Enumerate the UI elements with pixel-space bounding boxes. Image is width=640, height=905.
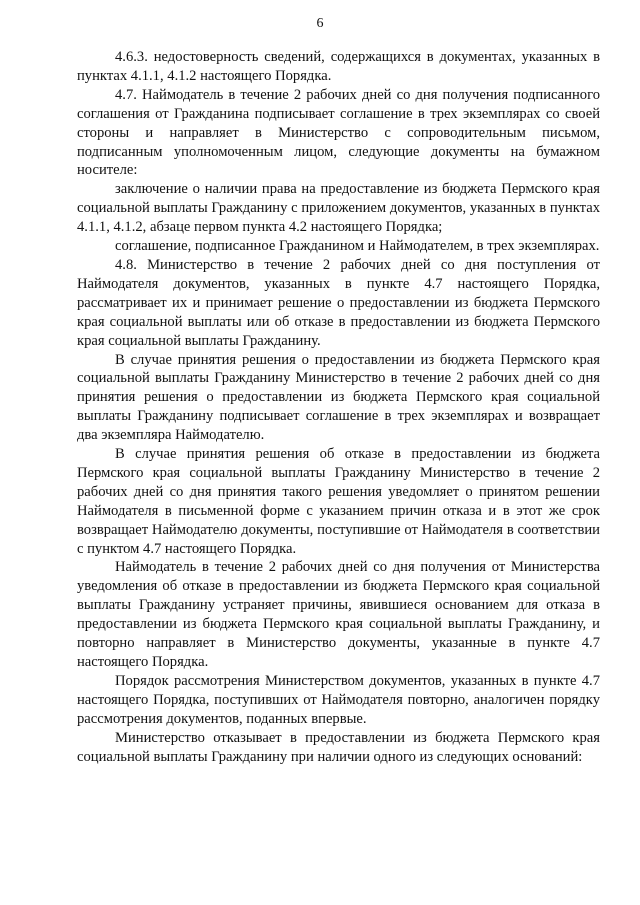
paragraph-resubmission: Наймодатель в течение 2 рабочих дней со дня получения от Министерства уведомления об отказе в предоставлении из бюджета Пермского края социальной выплаты Гражданину устраняет причины, явившиеся основанием для отказа в предоставлении из бюджета Пермского края социальной выплаты Гражданину, и повторно направляет в Министерство документы, указанные в пункте 4.7 настоящего Порядка.	[77, 559, 600, 670]
paragraph-refusal-grounds: Министерство отказывает в предоставлении из бюджета Пермского края социальной выплаты Гражданину при наличии одного из следующих оснований:	[77, 729, 600, 765]
paragraph-refusal-case: В случае принятия решения об отказе в предоставлении из бюджета Пермского края социальной выплаты Гражданину Министерство в течение 2 рабочих дней со дня принятия такого решения уведомляет о принятом решении Наймодателя в письменной форме с указанием причин отказа и в этот же срок возвращает Наймодателю документы, поступившие от Наймодателя в соответствии с пунктом 4.7 настоящего Порядка.	[77, 446, 600, 557]
paragraph-4-7: 4.7. Наймодатель в течение 2 рабочих дней со дня получения подписанного соглашения от Гражданина подписывает соглашение в трех экземплярах со своей стороны и направляет в Министерство с сопроводительным письмом, подписанным уполномоченным лицом, следующие документы на бумажном носителе:	[77, 86, 600, 179]
paragraph-4-8: 4.8. Министерство в течение 2 рабочих дней со дня поступления от Наймодателя документов, указанных в пункте 4.7 настоящего Порядка, рассматривает их и принимает решение о предоставлении из бюджета Пермского края социальной выплаты или об отказе в предоставлении из бюджета Пермского края социальной выплаты Гражданину.	[77, 256, 600, 349]
paragraph-approval-case: В случае принятия решения о предоставлении из бюджета Пермского края социальной выплаты Гражданину Министерство в течение 2 рабочих дней со дня принятия решения о предоставлении из бюджета Пермского края социальной выплаты Гражданину подписывает соглашение в трех экземплярах и возвращает два экземпляра Наймодателю.	[77, 351, 600, 444]
paragraph-4-6-3: 4.6.3. недостоверность сведений, содержащихся в документах, указанных в пунктах 4.1.1, 4.1.2 настоящего Порядка.	[77, 49, 600, 84]
paragraph-agreement-item: соглашение, подписанное Гражданином и Наймодателем, в трех экземплярах.	[115, 238, 600, 255]
document-body	[77, 48, 600, 766]
paragraph-conclusion-item: заключение о наличии права на предоставление из бюджета Пермского края социальной выплаты Гражданину с приложением документов, указанных в пунктах 4.1.1, 4.1.2, абзаце первом пункта 4.2 настоящего Порядка;	[77, 181, 600, 236]
paragraph-review-procedure: Порядок рассмотрения Министерством документов, указанных в пункте 4.7 настоящего Порядка, поступивших от Наймодателя повторно, аналогичен порядку рассмотрения документов, поданных впервые.	[77, 672, 600, 727]
page-number: 6	[316, 16, 324, 31]
